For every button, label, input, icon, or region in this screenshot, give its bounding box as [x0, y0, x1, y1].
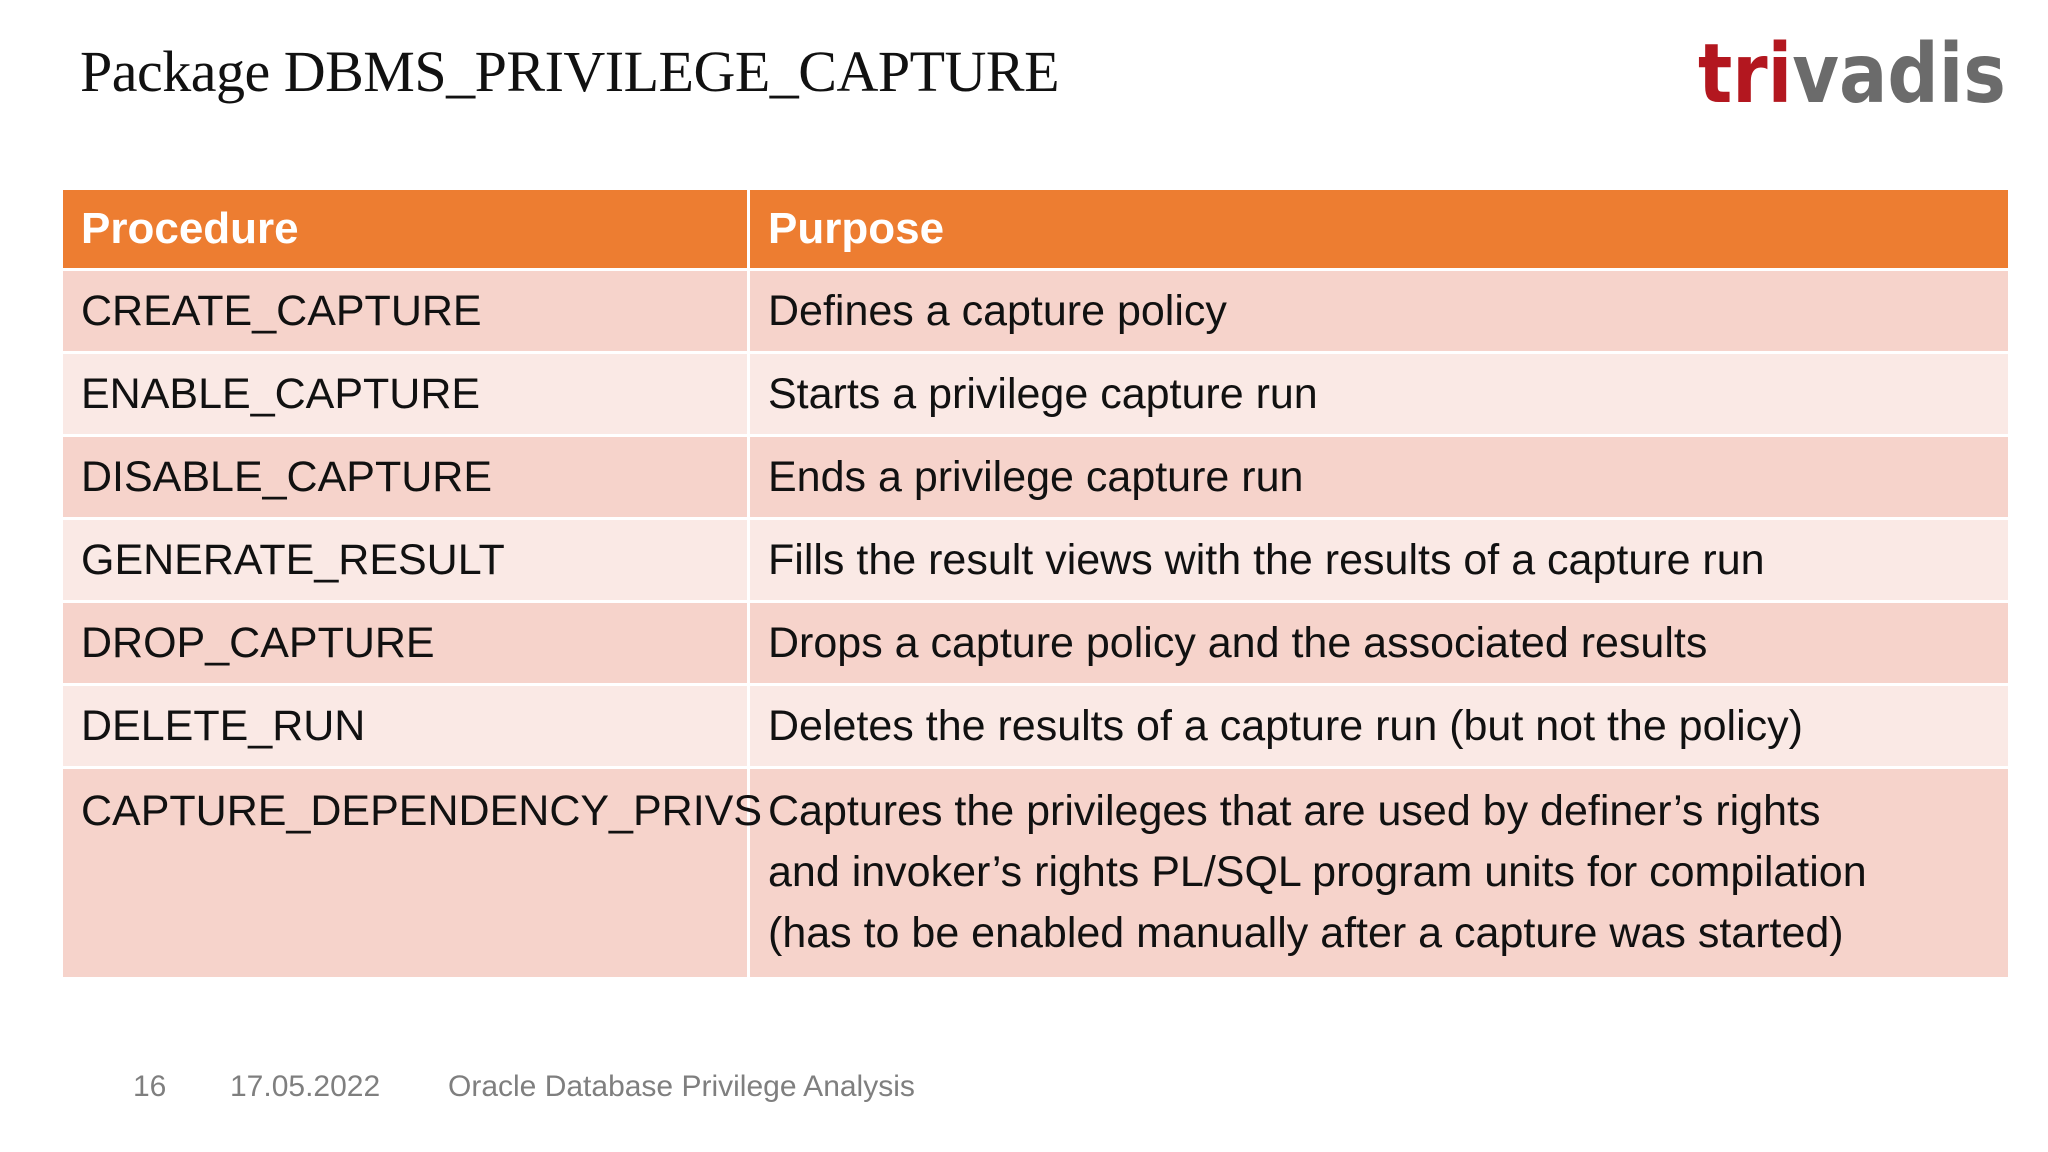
table-header-row: [63, 190, 2008, 268]
purpose-cell: [750, 769, 2008, 977]
column-header-procedure: Procedure: [63, 190, 747, 268]
footer-presentation-title: Oracle Database Privilege Analysis: [448, 1070, 915, 1103]
procedure-cell: CAPTURE_DEPENDENCY_PRIVS: [63, 769, 747, 977]
table-row: [63, 603, 2008, 683]
purpose-cell: Defines a capture policy: [750, 271, 2008, 351]
purpose-line: (has to be enabled manually after a capture was started): [768, 909, 1844, 957]
column-header-purpose: Purpose: [750, 190, 2008, 268]
table-row: [63, 271, 2008, 351]
procedure-cell: ENABLE_CAPTURE: [63, 354, 747, 434]
table-row: [63, 437, 2008, 517]
table-row: [63, 769, 2008, 977]
purpose-cell: Starts a privilege capture run: [750, 354, 2008, 434]
slide-title: Package DBMS_PRIVILEGE_CAPTURE: [80, 39, 1060, 104]
page-number: 16: [133, 1070, 167, 1103]
purpose-cell: Drops a capture policy and the associated results: [750, 603, 2008, 683]
table-row: [63, 520, 2008, 600]
procedure-cell: GENERATE_RESULT: [63, 520, 747, 600]
purpose-line: and invoker’s rights PL/SQL program units for compilation: [768, 848, 1867, 896]
svg-text:trivadis: trivadis: [1698, 27, 2037, 122]
procedure-cell: DISABLE_CAPTURE: [63, 437, 747, 517]
procedure-cell: CREATE_CAPTURE: [63, 271, 747, 351]
procedure-cell: DELETE_RUN: [63, 686, 747, 766]
procedure-cell: DROP_CAPTURE: [63, 603, 747, 683]
trivadis-logo: [1698, 22, 2037, 122]
purpose-cell: Ends a privilege capture run: [750, 437, 2008, 517]
table-row: [63, 686, 2008, 766]
purpose-cell: Deletes the results of a capture run (but not the policy): [750, 686, 2008, 766]
purpose-cell: Fills the result views with the results of a capture run: [750, 520, 2008, 600]
footer-date: 17.05.2022: [230, 1070, 381, 1103]
purpose-line: Captures the privileges that are used by definer’s rights: [768, 787, 1821, 835]
procedure-table: [60, 187, 2011, 980]
table-row: [63, 354, 2008, 434]
